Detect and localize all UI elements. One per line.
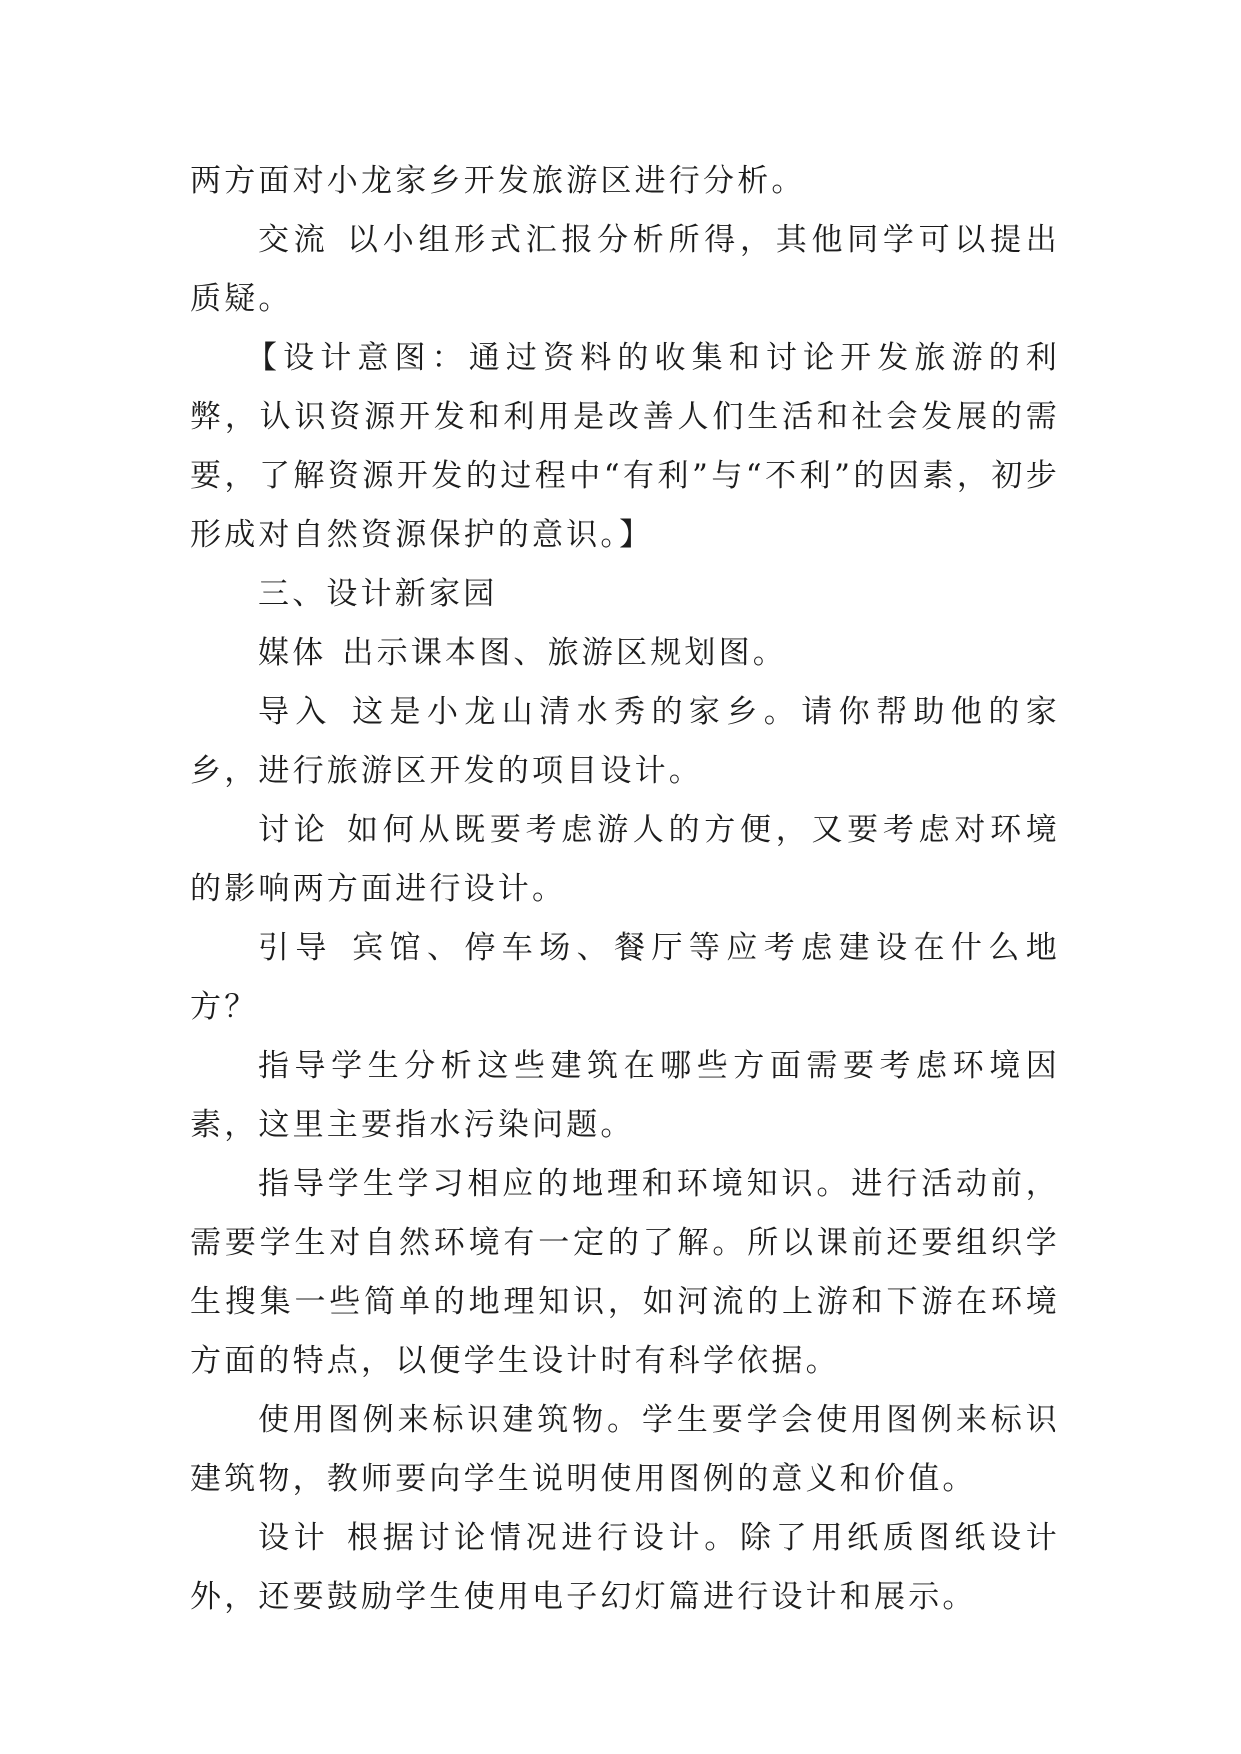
paragraph-analysis <box>190 1037 1060 1155</box>
paragraph-lead: 设计 <box>258 1520 330 1556</box>
paragraph-text: 【设计意图：通过资料的收集和讨论开发旅游的利弊，认识资源开发和利用是改善人们生活和社会发展的需要，了解资源开发的过程中“有利”与“不利”的因素，初步形成对自然资源保护的意识。】 <box>190 340 1060 553</box>
paragraph-text: 这是小龙山清水秀的家乡。请你帮助他的家乡，进行旅游区开发的项目设计。 <box>190 694 1060 789</box>
paragraph-lead: 媒体 <box>258 635 327 671</box>
paragraph-text: 根据讨论情况进行设计。除了用纸质图纸设计外，还要鼓励学生使用电子幻灯篇进行设计和展示。 <box>190 1520 1061 1615</box>
paragraph-text: 使用图例来标识建筑物。学生要学会使用图例来标识建筑物，教师要向学生说明使用图例的意义和价值。 <box>190 1402 1060 1497</box>
paragraph-media <box>190 624 1060 683</box>
paragraph-design-intent <box>190 329 1060 565</box>
paragraph-text: 出示课本图、旅游区规划图。 <box>342 635 788 671</box>
paragraph-exchange <box>190 211 1060 329</box>
paragraph-text: 以小组形式汇报分析所得，其他同学可以提出质疑。 <box>190 222 1061 317</box>
paragraph-design <box>190 1509 1060 1627</box>
paragraph-lead: 引导 <box>258 930 333 966</box>
paragraph-legend <box>190 1391 1060 1509</box>
paragraph-discussion <box>190 801 1060 919</box>
paragraph-text: 宾馆、停车场、餐厅等应考虑建设在什么地方？ <box>190 930 1060 1025</box>
body-text <box>190 152 1060 1627</box>
section-heading <box>190 565 1060 624</box>
paragraph-text: 如何从既要考虑游人的方便，又要考虑对环境的影响两方面进行设计。 <box>190 812 1061 907</box>
paragraph-guidance <box>190 919 1060 1037</box>
paragraph-knowledge <box>190 1155 1060 1391</box>
paragraph-text: 指导学生学习相应的地理和环境知识。进行活动前，需要学生对自然环境有一定的了解。所以课前还要组织学生搜集一些简单的地理知识，如河流的上游和下游在环境方面的特点，以便学生设计时有科学依据。 <box>190 1166 1060 1379</box>
paragraph-lead: 讨论 <box>258 812 330 848</box>
paragraph-lead: 交流 <box>258 222 330 258</box>
paragraph-lead: 导入 <box>258 694 333 730</box>
paragraph-text: 两方面对小龙家乡开发旅游区进行分析。 <box>190 163 806 199</box>
section-title: 三、设计新家园 <box>258 576 498 612</box>
paragraph-intro <box>190 683 1060 801</box>
paragraph-text: 指导学生分析这些建筑在哪些方面需要考虑环境因素，这里主要指水污染问题。 <box>190 1048 1060 1143</box>
paragraph-continuation <box>190 152 1060 211</box>
